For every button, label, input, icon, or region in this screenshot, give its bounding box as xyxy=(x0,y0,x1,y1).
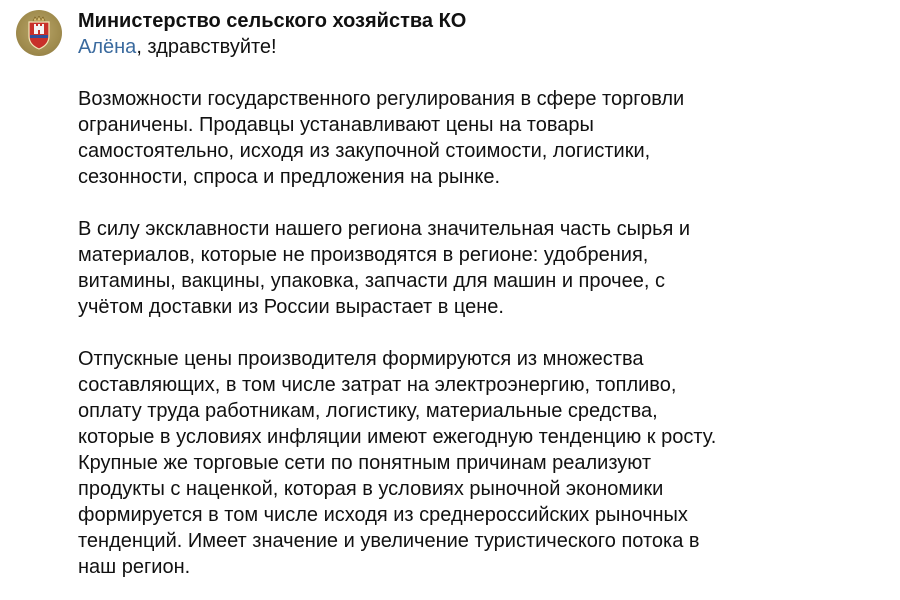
greeting-text: , здравствуйте! xyxy=(136,36,277,58)
coat-of-arms-icon xyxy=(24,16,54,50)
comment-paragraph: В силу эксклавности нашего региона значительная часть сырья и материалов, которые не производятся в регионе: удобрения, витамины, вакцины, упаковка, запчасти для машин и прочее, с учётом доставки из России вырастает в цене. xyxy=(78,218,691,318)
user-mention[interactable]: Алёна xyxy=(78,36,137,58)
comment-paragraph: Возможности государственного регулирования в сфере торговли ограничены. Продавцы устанавливают цены на товары самостоятельно, исходя из закупочной стоимости, логистики, сезонности, спроса и предложения на рынке. xyxy=(78,88,685,188)
author-name[interactable]: Министерство сельского хозяйства КО xyxy=(78,10,467,32)
comment-body xyxy=(78,8,893,580)
comment-paragraph: Отпускные цены производителя формируются из множества составляющих, в том числе затрат на электроэнергию, топливо, оплату труда работникам, логистику, материальные средства, которые в условиях инфляции имеют ежегодную тенденцию к росту. Крупные же торговые сети по понятным причинам реализуют продукты с наценкой, которая в условиях рыночной экономики формируется в том числе исходя из среднероссийских рыночных тенденций. Имеет значение и увеличение туристического потока в наш регион. xyxy=(78,348,717,578)
avatar[interactable] xyxy=(16,10,62,56)
greeting xyxy=(78,34,893,60)
